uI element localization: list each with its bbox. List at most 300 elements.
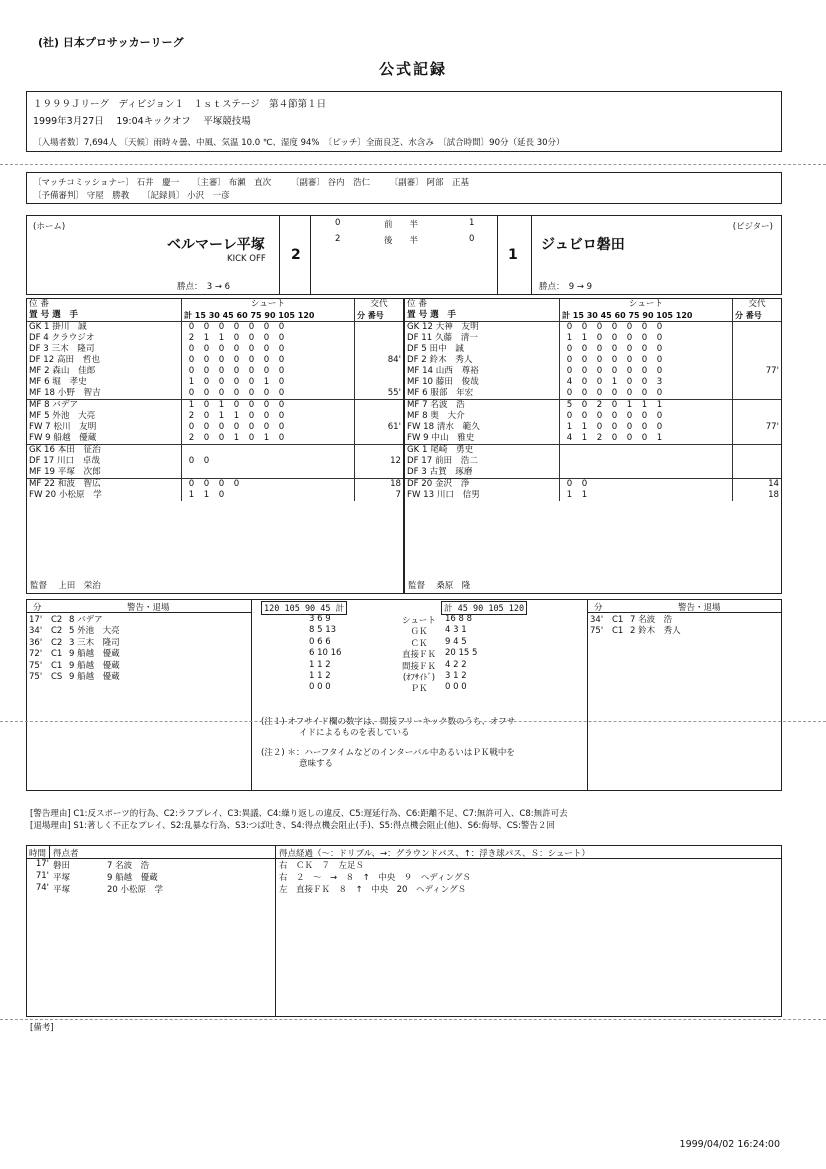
shot-value: 0: [611, 422, 618, 432]
shot-value: 0: [203, 344, 210, 354]
shot-value: 0: [203, 456, 210, 466]
shot-total: 0: [188, 322, 195, 332]
shot-value: 0: [656, 355, 663, 365]
shot-value: 0: [581, 411, 588, 421]
shot-total: 5: [566, 400, 573, 410]
date-venue-line: 1999年3月27日 19:04キックオフ 平塚競技場: [33, 116, 251, 127]
stat-home: 0 6 6: [309, 636, 331, 647]
player-name: FW 9 船越 優蔵: [27, 433, 182, 445]
shot-value: 0: [233, 344, 240, 354]
goal-time: 74': [35, 883, 49, 893]
player-shots: [182, 479, 355, 491]
shot-value: 1: [263, 377, 270, 387]
shot-value: 0: [203, 377, 210, 387]
player-shots: [182, 333, 355, 344]
player-name: GK 1 掛川 誠: [29, 322, 87, 332]
player-row: [27, 467, 403, 479]
shot-value: 0: [581, 388, 588, 398]
shot-value: 1: [641, 400, 648, 410]
shoot-cols: 計 15 30 45 60 75 90 105 120: [560, 310, 733, 322]
away-lineup-table: [405, 299, 781, 501]
shot-total: 2: [188, 433, 195, 443]
player-name: DF 2 鈴木 秀人: [407, 355, 473, 365]
shot-value: 0: [218, 433, 225, 443]
shot-value: 0: [581, 366, 588, 376]
shot-value: 0: [203, 433, 210, 443]
shot-value: 0: [641, 355, 648, 365]
cards-stats-box: [26, 599, 782, 791]
goal-process: 右 ＣＫ ７ 左足Ｓ: [279, 861, 365, 871]
goal-team: 平塚: [53, 885, 71, 895]
shot-value: 0: [278, 366, 285, 376]
player-row: [27, 322, 403, 334]
goal-time: 17': [35, 859, 49, 869]
stat-away: 4 3 1: [445, 625, 467, 636]
card-field: 8 バデア: [69, 615, 103, 625]
player-shots: [560, 422, 733, 433]
position-head: 位 番: [29, 299, 49, 309]
stat-home: 8 5 13: [309, 625, 337, 636]
shot-value: 0: [233, 322, 240, 332]
shot-total: 0: [188, 366, 195, 376]
player-row: [27, 333, 403, 344]
shot-value: 0: [218, 422, 225, 432]
shot-value: 0: [641, 377, 648, 387]
shot-value: 0: [203, 355, 210, 365]
shot-value: 0: [263, 344, 270, 354]
shot-value: 0: [641, 322, 648, 332]
away-cards: [587, 600, 782, 790]
shot-value: 0: [626, 377, 633, 387]
home-total-score: 2: [291, 247, 301, 263]
shot-value: 0: [626, 422, 633, 432]
player-row: [27, 433, 403, 445]
shot-value: 0: [263, 355, 270, 365]
player-shots: [560, 479, 733, 491]
goal-row: [27, 871, 781, 883]
shot-value: 0: [233, 333, 240, 343]
second-half-label: 後 半: [384, 236, 419, 246]
player-name: GK 16 本田 征治: [29, 445, 101, 455]
player-name: MF 14 山西 尊裕: [407, 366, 479, 376]
shot-value: 0: [248, 333, 255, 343]
card-row: [29, 624, 120, 635]
sub-info: 84': [355, 355, 404, 366]
shot-value: 0: [203, 322, 210, 332]
stat-away: 4 2 2: [445, 659, 467, 670]
shot-value: 1: [203, 490, 210, 500]
player-row: [405, 388, 781, 400]
player-row: [405, 322, 781, 334]
home-cards-head-title: 警告・退場: [127, 603, 170, 613]
player-shots: [560, 467, 733, 479]
card-field: C1: [51, 649, 63, 660]
sub-info: [733, 333, 782, 344]
sub-info: 77': [733, 366, 782, 377]
shot-value: 0: [278, 377, 285, 387]
player-shots: [560, 411, 733, 422]
player-row: [405, 366, 781, 377]
stat-row: [259, 660, 585, 671]
stat-row: [259, 682, 585, 693]
shot-value: 0: [596, 322, 603, 332]
shot-value: 0: [248, 366, 255, 376]
player-row: [405, 355, 781, 366]
player-row: [27, 445, 403, 457]
card-field: 72': [29, 649, 43, 660]
player-shots: [560, 377, 733, 388]
shot-value: 0: [203, 388, 210, 398]
shot-total: 1: [566, 422, 573, 432]
goal-scorer: 9 船越 優蔵: [107, 873, 158, 883]
player-shots: [560, 456, 733, 467]
stats-home-head: 120 105 90 45 計: [261, 601, 347, 615]
away-label: (ビジター): [732, 222, 773, 232]
card-field: 36': [29, 637, 43, 648]
sub-info: 7: [355, 490, 404, 501]
shot-value: 0: [581, 322, 588, 332]
shot-value: 0: [626, 355, 633, 365]
shot-value: 0: [233, 400, 240, 410]
shot-value: 0: [581, 344, 588, 354]
shoot-head: シュート: [182, 299, 355, 310]
shoot-cols: 計 15 30 45 60 75 90 105 120: [182, 310, 355, 322]
stat-away: 0 0 0: [445, 682, 467, 693]
player-shots: [182, 344, 355, 355]
home-label: (ホーム): [33, 222, 66, 232]
player-head: 置 号 選 手: [27, 310, 182, 322]
shot-total: 1: [188, 377, 195, 387]
stat-label: シュート: [402, 616, 436, 626]
shot-total: 0: [188, 479, 195, 489]
player-row: [27, 366, 403, 377]
stat-home: 3 6 9: [309, 614, 331, 624]
card-field: C1: [612, 615, 624, 625]
player-row: [27, 422, 403, 433]
sub-head: 交代: [355, 299, 404, 310]
card-field: 9 船越 優蔵: [69, 660, 120, 671]
sub-info: 55': [355, 388, 404, 400]
sub-info: [355, 322, 404, 334]
first-half-home: 0: [335, 218, 341, 228]
shot-value: 0: [203, 400, 210, 410]
player-name: MF 18 小野 智吉: [27, 388, 182, 400]
shot-value: 0: [278, 355, 285, 365]
shot-total: 2: [188, 333, 195, 343]
player-name: DF 12 高田 哲也: [29, 355, 100, 365]
shot-value: 0: [203, 366, 210, 376]
sub-info: [355, 445, 404, 457]
shot-value: 0: [263, 422, 270, 432]
shot-value: 0: [656, 366, 663, 376]
shot-value: 0: [248, 322, 255, 332]
shot-total: 1: [566, 333, 573, 343]
card-field: C2: [51, 626, 63, 637]
sub-info: [733, 445, 782, 457]
player-shots: [560, 490, 733, 501]
shot-value: 0: [263, 388, 270, 398]
shot-total: 1: [188, 400, 195, 410]
goal-row: [27, 883, 781, 895]
player-shots: [182, 366, 355, 377]
player-row: [405, 456, 781, 467]
goal-scorer: 7 名波 浩: [107, 861, 150, 871]
sub-head: 交代: [733, 299, 782, 310]
player-name: MF 8 奥 大介: [407, 411, 465, 421]
player-row: [27, 400, 403, 412]
shot-value: 2: [596, 400, 603, 410]
shot-value: 1: [203, 333, 210, 343]
card-field: 7 名波 浩: [630, 615, 673, 625]
player-row: [27, 490, 403, 501]
shot-value: 0: [656, 322, 663, 332]
card-field: C2: [51, 615, 63, 625]
stat-label: ＧＫ: [410, 627, 428, 638]
shot-value: 0: [218, 322, 225, 332]
player-name: FW 20 小松原 学: [29, 490, 102, 500]
player-name: MF 19 平塚 次郎: [27, 467, 182, 479]
shot-value: 0: [278, 400, 285, 410]
shot-value: 0: [233, 377, 240, 387]
player-name: DF 17 前田 浩二: [407, 456, 478, 466]
stat-away: 20 15 5: [445, 648, 478, 659]
organization-name: (社) 日本プロサッカーリーグ: [38, 36, 184, 49]
shot-value: 1: [233, 433, 240, 443]
away-lineup-box: [404, 298, 782, 594]
shot-value: 0: [263, 322, 270, 332]
player-name: DF 4 クラウジオ: [29, 333, 95, 343]
player-row: [405, 411, 781, 422]
officials-box: [26, 172, 782, 204]
shot-value: 0: [233, 355, 240, 365]
away-team-name: ジュビロ磐田: [541, 237, 625, 253]
shot-value: 0: [611, 388, 618, 398]
shot-total: 0: [566, 366, 573, 376]
sub-info: [733, 355, 782, 366]
player-name: MF 2 森山 佳郎: [29, 366, 96, 376]
shot-total: 1: [566, 490, 573, 500]
player-row: [27, 355, 403, 366]
shot-value: 0: [596, 344, 603, 354]
shot-value: 0: [248, 411, 255, 421]
player-name: MF 7 名波 浩: [407, 400, 465, 410]
card-field: 75': [29, 660, 43, 671]
shot-value: 0: [263, 366, 270, 376]
player-row: [405, 377, 781, 388]
document-title: 公式記録: [378, 60, 447, 78]
away-total-score: 1: [508, 247, 518, 263]
shot-value: 0: [641, 333, 648, 343]
officials-line-2: 〔予備審判〕 守屋 勝教 〔記録員〕 小沢 一彦: [33, 191, 230, 201]
home-points: 勝点： 3 → 6: [177, 282, 231, 292]
shot-total: 4: [566, 377, 573, 387]
shot-value: 0: [218, 366, 225, 376]
shot-value: 0: [626, 333, 633, 343]
first-half-label: 前 半: [384, 220, 419, 230]
shot-value: 0: [596, 377, 603, 387]
shot-value: 0: [263, 333, 270, 343]
card-field: 9 船越 優蔵: [69, 671, 120, 682]
player-row: [405, 445, 781, 457]
player-shots: [182, 411, 355, 422]
sub-cols: 分 番号: [355, 310, 404, 322]
sub-info: [733, 388, 782, 400]
player-row: [27, 456, 403, 467]
shot-value: 0: [248, 388, 255, 398]
card-field: 75': [590, 626, 604, 637]
sub-info: [733, 322, 782, 334]
note-2b: 意味する: [299, 759, 334, 769]
player-row: [27, 479, 403, 491]
shot-value: 0: [596, 411, 603, 421]
player-shots: [182, 377, 355, 388]
shot-value: 1: [581, 422, 588, 432]
shot-value: 0: [656, 333, 663, 343]
card-row: [29, 636, 120, 647]
shot-value: 0: [656, 344, 663, 354]
stat-row: [259, 671, 585, 682]
sub-info: [355, 377, 404, 388]
player-name: FW 13 川口 信男: [407, 490, 480, 500]
shot-value: 0: [641, 433, 648, 443]
dismissal-reasons: [退場理由] S1:著しく不正なプレイ、S2:乱暴な行為、S3:つば吐き、S4:得点機会阻止(手)、S5:得点機会阻止(他)、S6:侮辱、CS:警告２回: [30, 821, 555, 831]
shot-value: 0: [596, 355, 603, 365]
player-name: MF 6 堀 孝史: [29, 377, 87, 387]
shot-value: 0: [248, 377, 255, 387]
player-shots: [560, 355, 733, 366]
goal-time: 71': [35, 871, 49, 881]
shot-value: 0: [218, 388, 225, 398]
sub-info: [355, 333, 404, 344]
shot-value: 1: [581, 490, 588, 500]
shot-value: 0: [203, 422, 210, 432]
sub-cols: 分 番号: [733, 310, 782, 322]
stat-label: 間接ＦＫ: [401, 661, 436, 672]
shot-value: 0: [233, 366, 240, 376]
player-shots: [182, 422, 355, 433]
shot-value: 0: [248, 422, 255, 432]
stat-away: 3 1 2: [445, 670, 467, 681]
player-name: DF 3 三木 隆司: [29, 344, 95, 354]
shot-value: 0: [233, 388, 240, 398]
shot-value: 1: [218, 333, 225, 343]
score-box: [26, 215, 782, 295]
shot-total: 0: [188, 388, 195, 398]
shot-value: 0: [203, 479, 210, 489]
kickoff-label: KICK OFF: [227, 254, 266, 264]
shot-value: 1: [218, 400, 225, 410]
home-cards-head-min: 分: [33, 603, 42, 613]
stat-label: ＰＫ: [410, 684, 428, 695]
player-shots: [182, 388, 355, 400]
player-shots: [560, 344, 733, 355]
shot-value: 0: [626, 388, 633, 398]
goal-team: 平塚: [53, 873, 71, 883]
sub-info: [355, 467, 404, 479]
shot-total: 0: [566, 479, 573, 489]
sub-info: [355, 400, 404, 412]
player-name: MF 5 外池 大亮: [29, 411, 96, 421]
goal-rows: [27, 859, 781, 895]
card-field: 34': [590, 615, 604, 625]
stat-home: 1 1 2: [309, 659, 331, 670]
shot-total: 0: [188, 422, 195, 432]
print-timestamp: 1999/04/02 16:24:00: [679, 1139, 780, 1150]
shot-value: 0: [248, 400, 255, 410]
home-lineup-table: [27, 299, 403, 501]
card-field: 9 船越 優蔵: [69, 649, 120, 660]
shot-value: 0: [218, 377, 225, 387]
player-row: [405, 433, 781, 445]
shot-value: 0: [581, 400, 588, 410]
conditions-line: 〔入場者数〕7,694人 〔天候〕雨時々曇、中風、気温 10.0 ℃、湿度 94% 〔ピッチ〕全面良芝、水含み 〔試合時間〕90分（延長 30分）: [33, 138, 565, 148]
shot-value: 0: [641, 422, 648, 432]
shot-total: 0: [188, 355, 195, 365]
card-field: C1: [51, 660, 63, 671]
shot-value: 0: [278, 344, 285, 354]
player-shots: [560, 433, 733, 445]
stat-home: 1 1 2: [309, 670, 331, 681]
player-row: [405, 400, 781, 412]
note-1a: (注１) オフサイド欄の数字は、間接フリーキック数のうち、オフサ: [261, 717, 516, 727]
shot-value: 0: [248, 355, 255, 365]
card-field: 34': [29, 626, 43, 637]
shot-value: 0: [218, 344, 225, 354]
away-cards-head-min: 分: [594, 603, 603, 613]
shot-total: 2: [188, 411, 195, 421]
player-shots: [182, 322, 355, 334]
stat-home: 6 10 16: [309, 648, 342, 659]
player-shots: [560, 445, 733, 457]
shot-total: 0: [566, 355, 573, 365]
note-2a: (注２) ＊：ハーフタイムなどのインターバル中あるいはＰＫ戦中を: [261, 748, 515, 758]
sub-info: 18: [733, 490, 782, 501]
player-name: MF 10 藤田 俊哉: [407, 377, 479, 387]
player-name: DF 3 古賀 琢磨: [405, 467, 560, 479]
player-name: FW 7 松川 友明: [29, 422, 97, 432]
sub-info: 14: [733, 479, 782, 491]
sub-info: [733, 344, 782, 355]
sub-info: 12: [355, 456, 404, 467]
card-row: [29, 613, 120, 624]
shot-value: 0: [626, 322, 633, 332]
shot-value: 0: [203, 411, 210, 421]
sub-info: [355, 411, 404, 422]
shot-value: 0: [611, 411, 618, 421]
shot-value: 2: [596, 433, 603, 443]
shot-value: 0: [248, 433, 255, 443]
player-shots: [182, 467, 355, 479]
player-name: DF 5 田中 誠: [407, 344, 464, 354]
player-row: [27, 388, 403, 400]
player-name: DF 11 久藤 清一: [407, 333, 478, 343]
shot-value: 0: [278, 322, 285, 332]
shot-value: 0: [656, 422, 663, 432]
sub-info: [733, 377, 782, 388]
card-field: CS: [51, 671, 63, 682]
player-name: MF 8 バデア: [29, 400, 79, 410]
stat-away: 16 8 8: [445, 614, 473, 624]
shot-value: 1: [581, 333, 588, 343]
shot-value: 0: [218, 355, 225, 365]
player-name: FW 9 中山 雅史: [405, 433, 560, 445]
card-row: [29, 670, 120, 681]
shot-value: 0: [611, 433, 618, 443]
goals-box: [26, 845, 782, 1017]
shot-value: 0: [596, 388, 603, 398]
player-shots: [560, 388, 733, 400]
shot-value: 0: [218, 479, 225, 489]
